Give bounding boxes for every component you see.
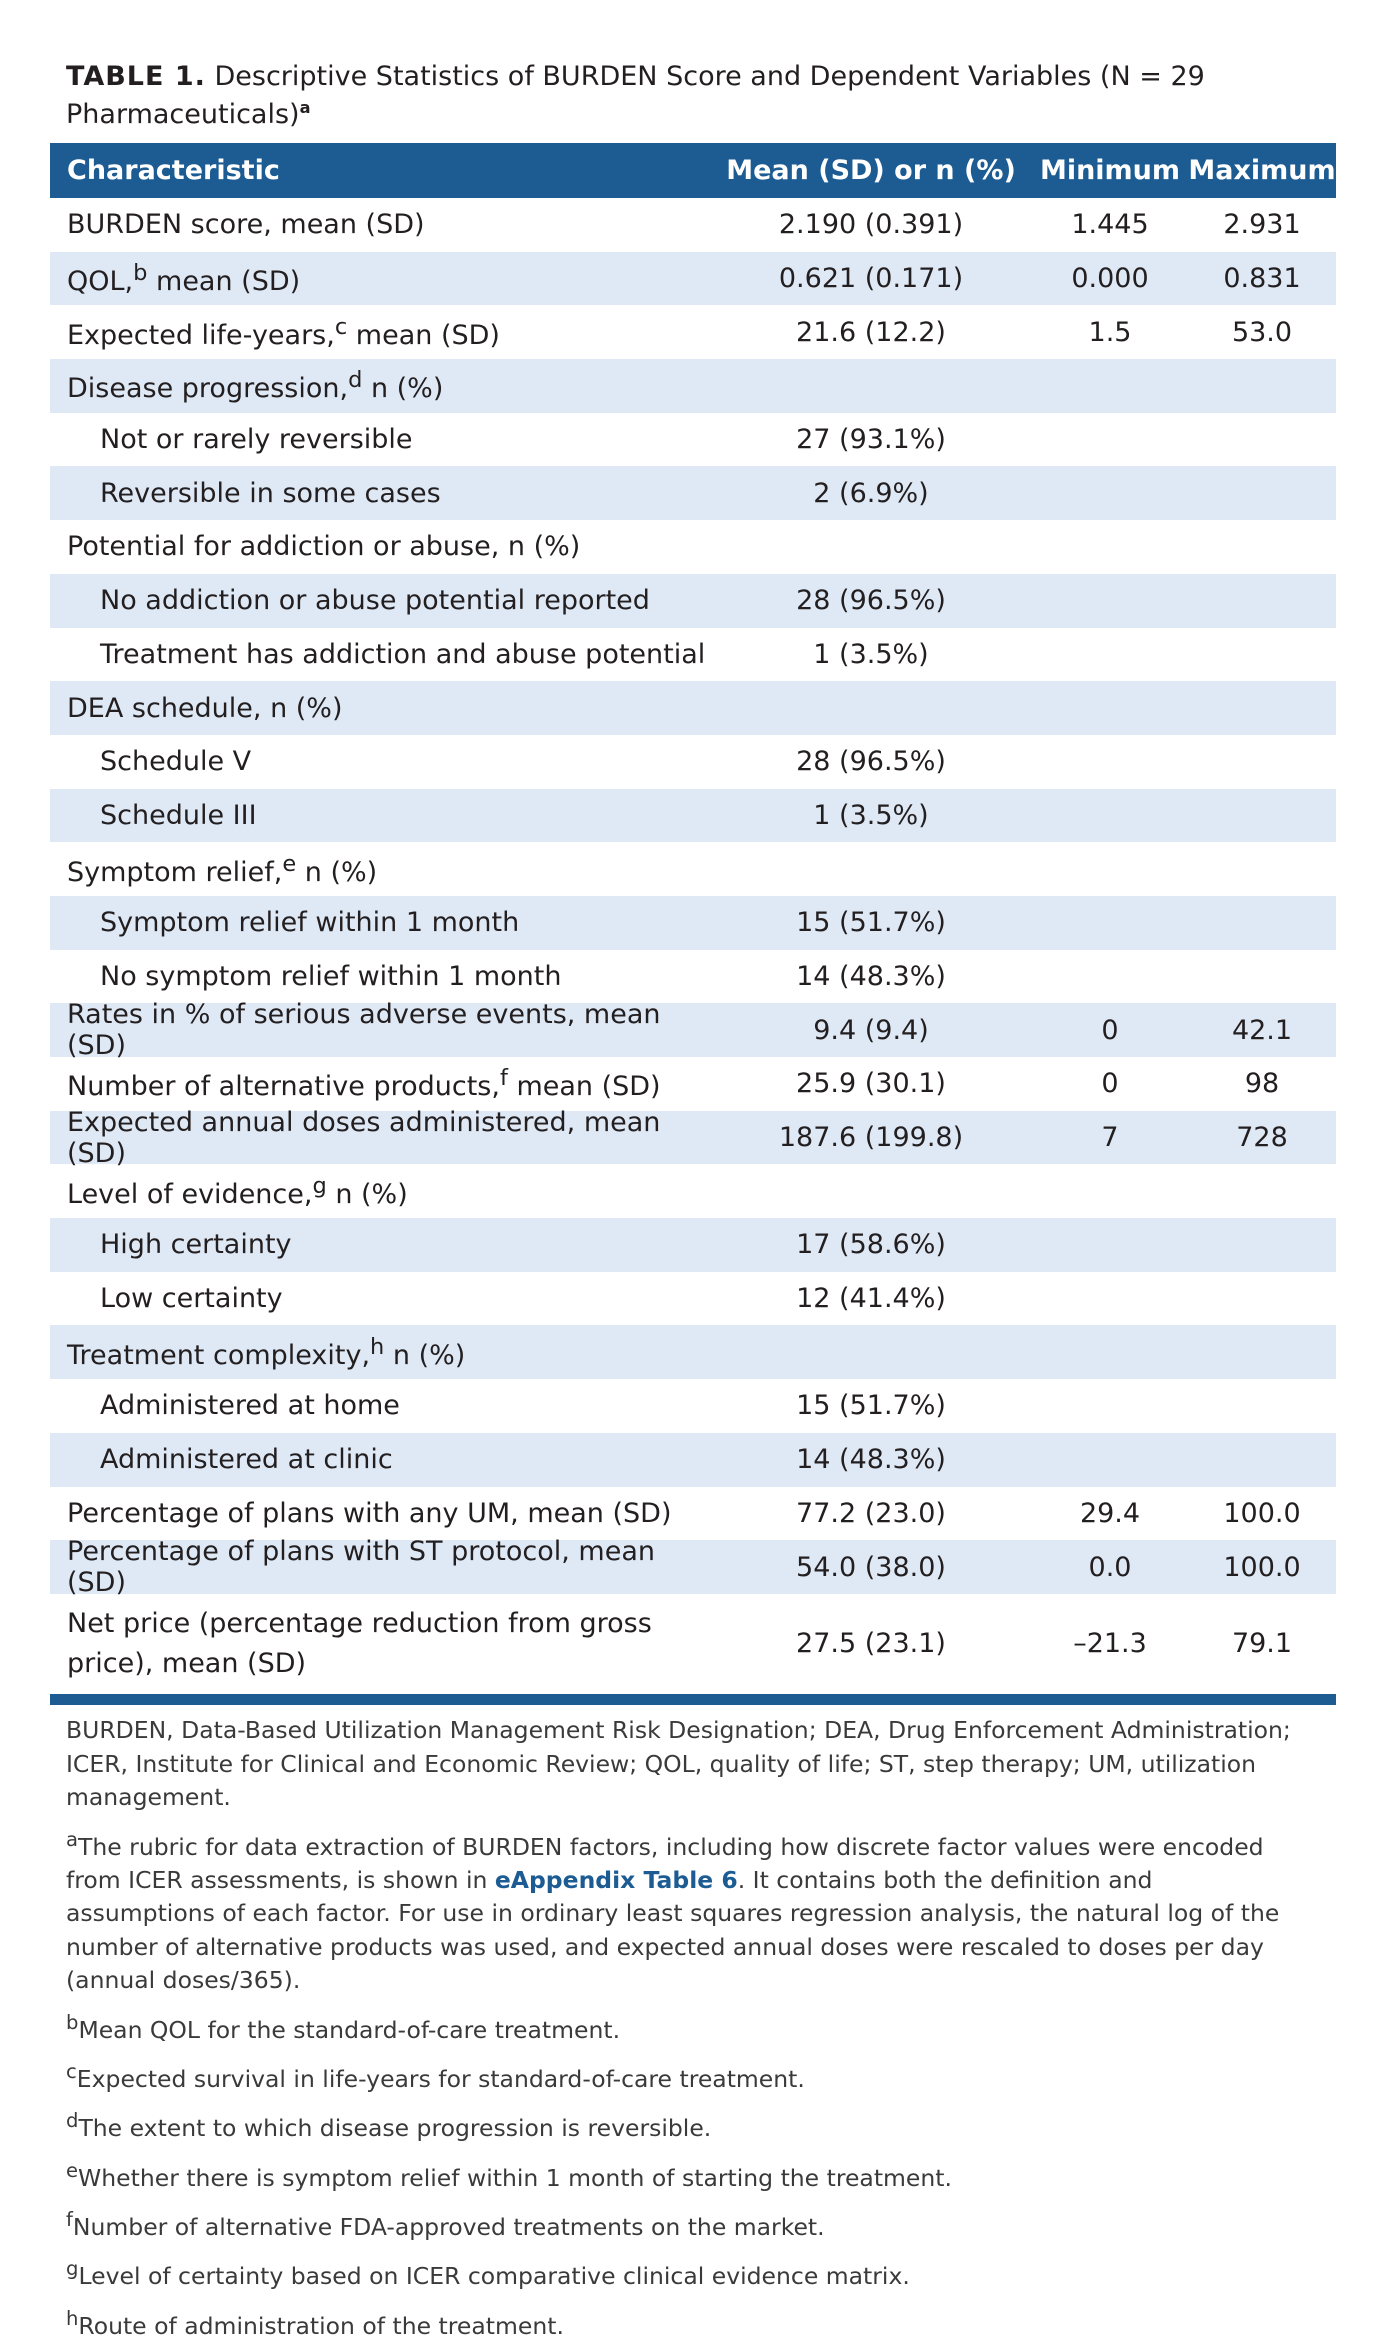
descriptive-statistics-table (50, 143, 1336, 1705)
row-mean-sd: 187.6 (199.8) (778, 1122, 964, 1154)
row-characteristic: Number of alternative products,$^f$ mean (SD) (67, 1065, 661, 1103)
table-row (50, 1272, 1336, 1326)
row-minimum: –21.3 (1073, 1628, 1147, 1660)
row-minimum: 0.000 (1071, 263, 1149, 295)
row-characteristic: QOL,$^b$ mean (SD) (67, 260, 301, 298)
footnote-mark: f (499, 1065, 508, 1092)
row-mean-sd: 2.190 (0.391) (778, 209, 964, 241)
footnote-h: $^h$Route of administration of the treatment. (66, 2306, 564, 2340)
footnote-mark: b (133, 260, 148, 287)
table-row (50, 520, 1336, 574)
footnote-mark: h (370, 1333, 385, 1360)
row-mean-sd: 21.6 (12.2) (796, 316, 946, 348)
row-mean-sd: 12 (41.4%) (796, 1283, 946, 1315)
table-label: TABLE 1. (66, 61, 206, 92)
footnote-f: $^f$Number of alternative FDA-approved treatments on the market. (66, 2208, 825, 2241)
table-row (50, 359, 1336, 413)
row-minimum: 0.0 (1088, 1551, 1132, 1583)
footnote-abbreviations: BURDEN, Data-Based Utilization Management Risk Designation; DEA, Drug Enforcement Administration; ICER, Institute for Clinical and Economic Review; QOL, quality of life; ST, step therapy; UM, utilization management. (66, 1716, 1291, 1811)
footnote-d: $^d$The extent to which disease progression is reversible. (66, 2109, 712, 2143)
header-maximum: Maximum (1188, 155, 1336, 186)
header-minimum: Minimum (1039, 155, 1181, 186)
header-mean-sd: Mean (SD) or n (%) (726, 155, 1016, 186)
table-row (50, 1536, 1336, 1599)
row-characteristic: Percentage of plans with any UM, mean (SD) (67, 1497, 672, 1529)
row-characteristic: No symptom relief within 1 month (100, 960, 562, 992)
table-row (50, 413, 1336, 467)
row-mean-sd: 17 (58.6%) (796, 1229, 946, 1261)
table-row (50, 198, 1336, 252)
row-mean-sd: 1 (3.5%) (813, 799, 929, 831)
row-minimum: 0 (1101, 1014, 1119, 1046)
table-row (50, 896, 1336, 950)
table-footnotes (66, 1714, 1296, 2351)
table-row (50, 252, 1336, 306)
row-maximum: 100.0 (1223, 1551, 1301, 1583)
row-characteristic: Administered at clinic (100, 1444, 393, 1476)
table-row (50, 789, 1336, 843)
row-characteristic: Low certainty (100, 1283, 283, 1315)
table-row (50, 999, 1336, 1062)
table-row (50, 305, 1336, 359)
table-row (50, 1433, 1336, 1487)
row-mean-sd: 54.0 (38.0) (796, 1551, 946, 1583)
table-row (50, 842, 1336, 896)
row-characteristic: Schedule V (100, 746, 252, 778)
row-maximum: 0.831 (1223, 263, 1301, 295)
table-row (50, 681, 1336, 735)
row-minimum: 1.445 (1071, 209, 1149, 241)
footnote-mark: e (282, 850, 297, 877)
row-characteristic: Not or rarely reversible (100, 424, 413, 456)
row-characteristic: Potential for addiction or abuse, n (%) (67, 531, 581, 563)
eappendix-table-6-link[interactable]: eAppendix Table 6 (494, 1865, 738, 1894)
table-row (50, 466, 1336, 520)
row-characteristic: Administered at home (100, 1390, 400, 1422)
row-mean-sd: 2 (6.9%) (813, 477, 929, 509)
table-row (50, 1106, 1336, 1169)
row-mean-sd: 28 (96.5%) (796, 585, 946, 617)
row-characteristic: Disease progression,$^d$ n (%) (67, 367, 444, 405)
footnote-mark: d (348, 367, 363, 394)
row-maximum: 2.931 (1223, 209, 1301, 241)
table-row (50, 574, 1336, 628)
table-row (50, 1325, 1336, 1379)
table-caption (66, 58, 1336, 134)
table-row (50, 628, 1336, 682)
footnote-e: $^e$Whether there is symptom relief within 1 month of starting the treatment. (66, 2158, 952, 2192)
table-bottom-rule (50, 1694, 1336, 1705)
footnote-b: $^b$Mean QOL for the standard-of-care treatment. (66, 2010, 621, 2044)
footnote-mark: g (312, 1172, 327, 1199)
footnote-c: $^c$Expected survival in life-years for standard-of-care treatment. (66, 2060, 805, 2093)
row-characteristic: Rates in % of serious adverse events, mean (SD) (67, 999, 661, 1062)
row-mean-sd: 15 (51.7%) (796, 1390, 946, 1422)
footnote-a: $^a$The rubric for data extraction of BURDEN factors, including how discrete factor values were encoded from ICER assessments, is shown in eAppendix Table 6. It contains both the definition and assumptions of each factor. For use in ordinary least squares regression analysis, the natural log of the number of alternative products was used, and expected annual doses were rescaled to doses per day (annual doses/365). (66, 1827, 1280, 1995)
row-characteristic: Percentage of plans with ST protocol, mean (SD) (67, 1536, 655, 1599)
table-row (50, 1594, 1336, 1694)
row-mean-sd: 14 (48.3%) (796, 1444, 946, 1476)
row-mean-sd: 25.9 (30.1) (796, 1068, 946, 1100)
row-characteristic: Symptom relief within 1 month (100, 907, 520, 939)
table-title-footnote-mark: a (299, 98, 311, 117)
row-minimum: 0 (1101, 1068, 1119, 1100)
table-row (50, 1487, 1336, 1541)
row-maximum: 100.0 (1223, 1497, 1301, 1529)
row-maximum: 79.1 (1231, 1628, 1293, 1660)
table-row (50, 1057, 1336, 1111)
header-characteristic: Characteristic (67, 155, 280, 186)
row-mean-sd: 9.4 (9.4) (813, 1014, 929, 1046)
table-body (50, 198, 1336, 1694)
row-characteristic: Schedule III (100, 799, 257, 831)
table-header-row (50, 143, 1336, 198)
row-mean-sd: 27 (93.1%) (796, 424, 946, 456)
row-characteristic: Expected life-years,$^c$ mean (SD) (67, 313, 500, 351)
table-row (50, 1164, 1336, 1218)
row-mean-sd: 0.621 (0.171) (778, 263, 964, 295)
table-row (50, 1218, 1336, 1272)
footnote-g: $^g$Level of certainty based on ICER comparative clinical evidence matrix. (66, 2257, 910, 2291)
row-characteristic: Expected annual doses administered, mean (SD) (67, 1106, 661, 1169)
row-maximum: 728 (1236, 1122, 1288, 1154)
row-characteristic: BURDEN score, mean (SD) (67, 209, 425, 241)
row-maximum: 42.1 (1231, 1014, 1293, 1046)
table-row (50, 1379, 1336, 1433)
footnote-mark: c (334, 313, 348, 340)
table-row (50, 735, 1336, 789)
row-characteristic: Net price (percentage reduction from gross price), mean (SD) (67, 1607, 652, 1679)
row-mean-sd: 77.2 (23.0) (796, 1497, 946, 1529)
row-minimum: 29.4 (1079, 1497, 1141, 1529)
row-minimum: 1.5 (1088, 316, 1132, 348)
row-characteristic: Level of evidence,$^g$ n (%) (67, 1172, 408, 1210)
table-title: Descriptive Statistics of BURDEN Score and Dependent Variables (N = 29 Pharmaceuticals) (66, 61, 1205, 130)
row-characteristic: DEA schedule, n (%) (67, 692, 343, 724)
row-mean-sd: 15 (51.7%) (796, 907, 946, 939)
row-characteristic: Treatment complexity,$^h$ n (%) (67, 1333, 466, 1371)
row-mean-sd: 27.5 (23.1) (796, 1628, 946, 1660)
row-characteristic: Symptom relief,$^e$ n (%) (67, 850, 378, 888)
row-minimum: 7 (1101, 1122, 1119, 1154)
row-mean-sd: 14 (48.3%) (796, 960, 946, 992)
table-row (50, 950, 1336, 1004)
row-characteristic: Reversible in some cases (100, 477, 441, 509)
row-characteristic: High certainty (100, 1229, 292, 1261)
row-maximum: 98 (1244, 1068, 1280, 1100)
row-mean-sd: 28 (96.5%) (796, 746, 946, 778)
row-maximum: 53.0 (1231, 316, 1293, 348)
row-characteristic: No addiction or abuse potential reported (100, 585, 650, 617)
row-mean-sd: 1 (3.5%) (813, 638, 929, 670)
row-characteristic: Treatment has addiction and abuse potential (100, 638, 706, 670)
